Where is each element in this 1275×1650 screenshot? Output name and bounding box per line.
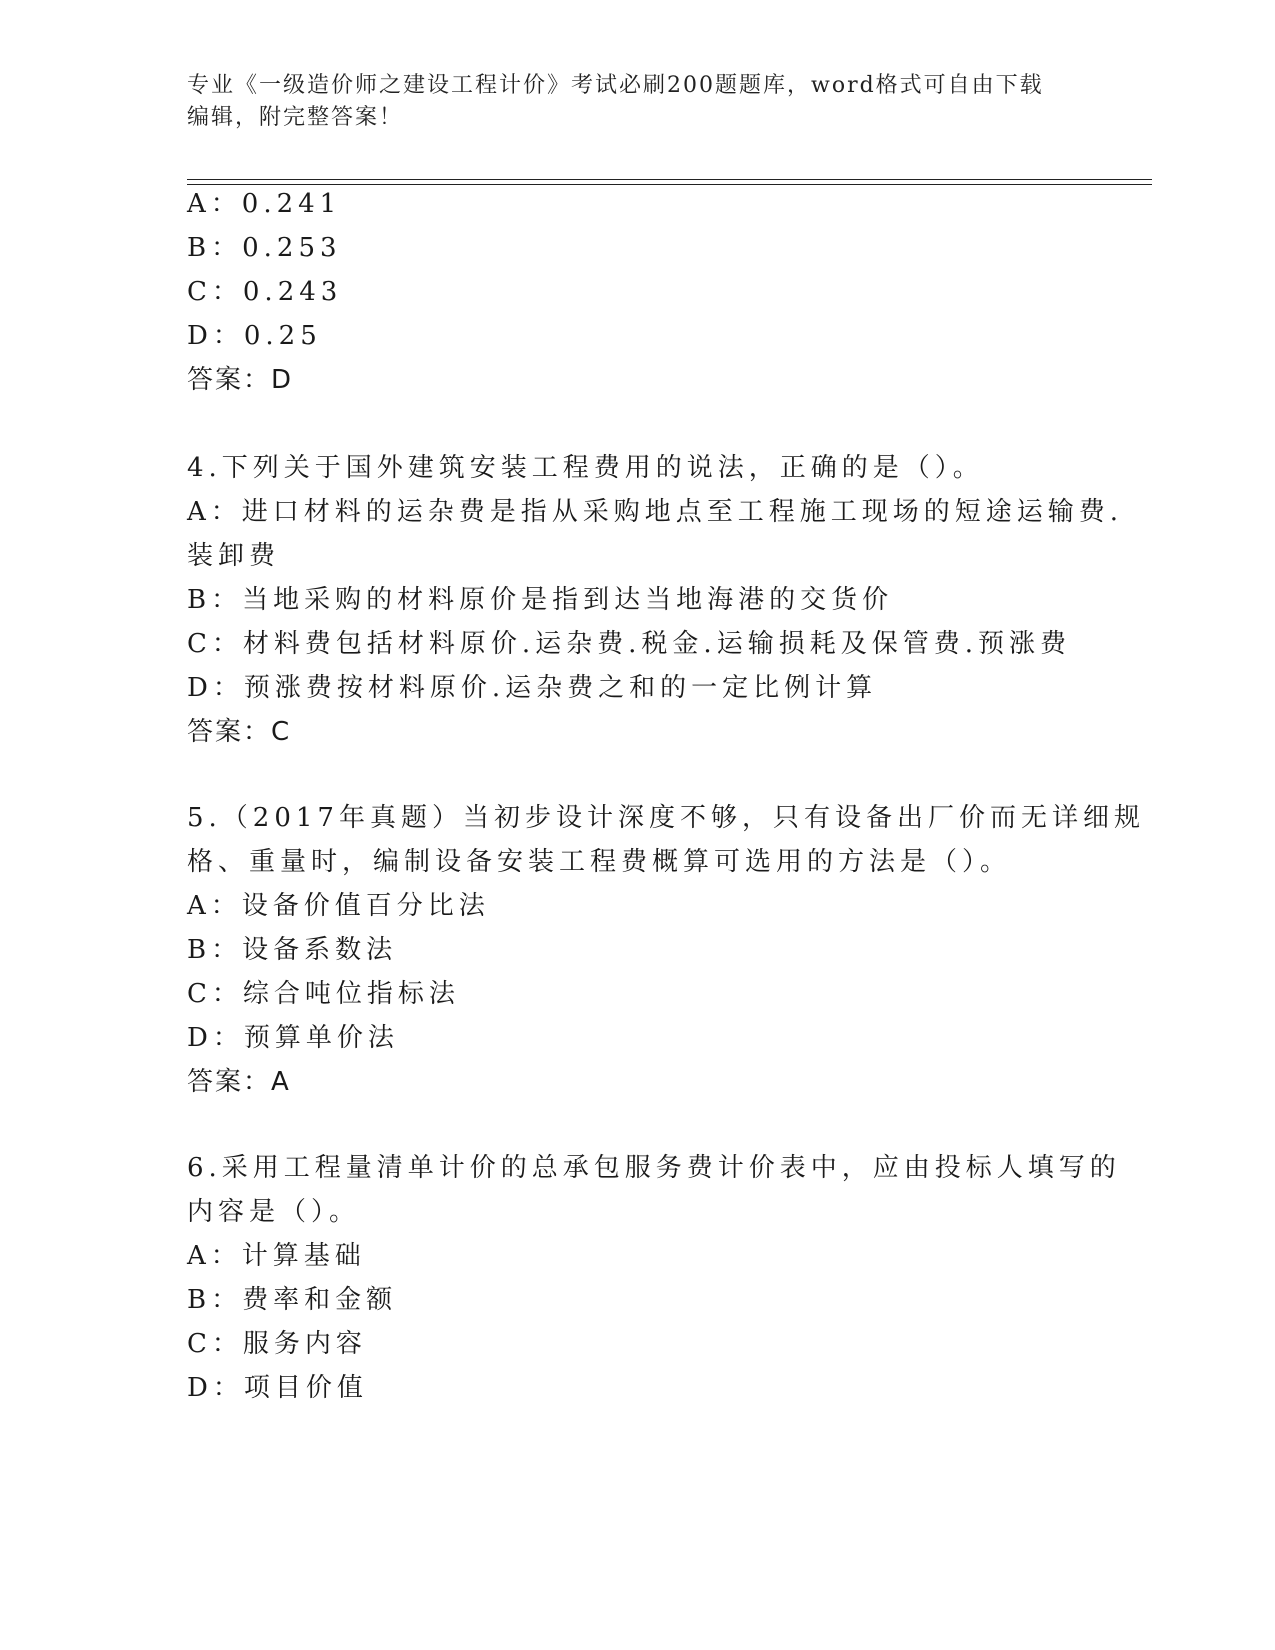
q4-stem: 4.下列关于国外建筑安装工程费用的说法，正确的是（）。 (187, 453, 984, 483)
q5-stem-line-1: 5.（2017年真题）当初步设计深度不够，只有设备出厂价而无详细规 (187, 803, 1145, 833)
q5-option-a: A：设备价值百分比法 (187, 891, 490, 921)
q3-option-a: A：0.241 (187, 189, 342, 219)
header-line-2: 编辑，附完整答案！ (187, 105, 404, 130)
q4-answer: 答案：C (187, 717, 292, 747)
q3-option-d: D：0.25 (187, 321, 322, 351)
q5-stem-line-2: 格、重量时，编制设备安装工程费概算可选用的方法是（）。 (187, 847, 1012, 877)
q6-option-d: D：项目价值 (187, 1373, 368, 1403)
header-rule-top (187, 179, 1152, 180)
q6-stem-line-1: 6.采用工程量清单计价的总承包服务费计价表中，应由投标人填写的 (187, 1153, 1121, 1183)
q3-option-c: C：0.243 (187, 277, 343, 307)
q4-option-c: C：材料费包括材料原价.运杂费.税金.运输损耗及保管费.预涨费 (187, 629, 1071, 659)
q3-option-b: B：0.253 (187, 233, 342, 263)
q4-option-d: D：预涨费按材料原价.运杂费之和的一定比例计算 (187, 673, 878, 703)
header-line-1: 专业《一级造价师之建设工程计价》考试必刷200题题库，word格式可自由下载 (187, 73, 1044, 98)
q5-option-c: C：综合吨位指标法 (187, 979, 460, 1009)
document-header (187, 70, 1087, 134)
q5-option-b: B：设备系数法 (187, 935, 398, 965)
q6-option-c: C：服务内容 (187, 1329, 367, 1359)
q4-option-b: B：当地采购的材料原价是指到达当地海港的交货价 (187, 585, 894, 615)
q6-stem-line-2: 内容是（）。 (187, 1197, 361, 1227)
q5-option-d: D：预算单价法 (187, 1023, 399, 1053)
q6-option-a: A：计算基础 (187, 1241, 366, 1271)
header-rule-bottom (187, 184, 1152, 185)
q3-answer: 答案：D (187, 365, 294, 395)
q4-option-a: A：进口材料的运杂费是指从采购地点至工程施工现场的短途运输费. (187, 497, 1124, 527)
q6-option-b: B：费率和金额 (187, 1285, 398, 1315)
q4-option-a-cont: 装卸费 (187, 541, 281, 571)
q5-answer: 答案：A (187, 1067, 291, 1097)
